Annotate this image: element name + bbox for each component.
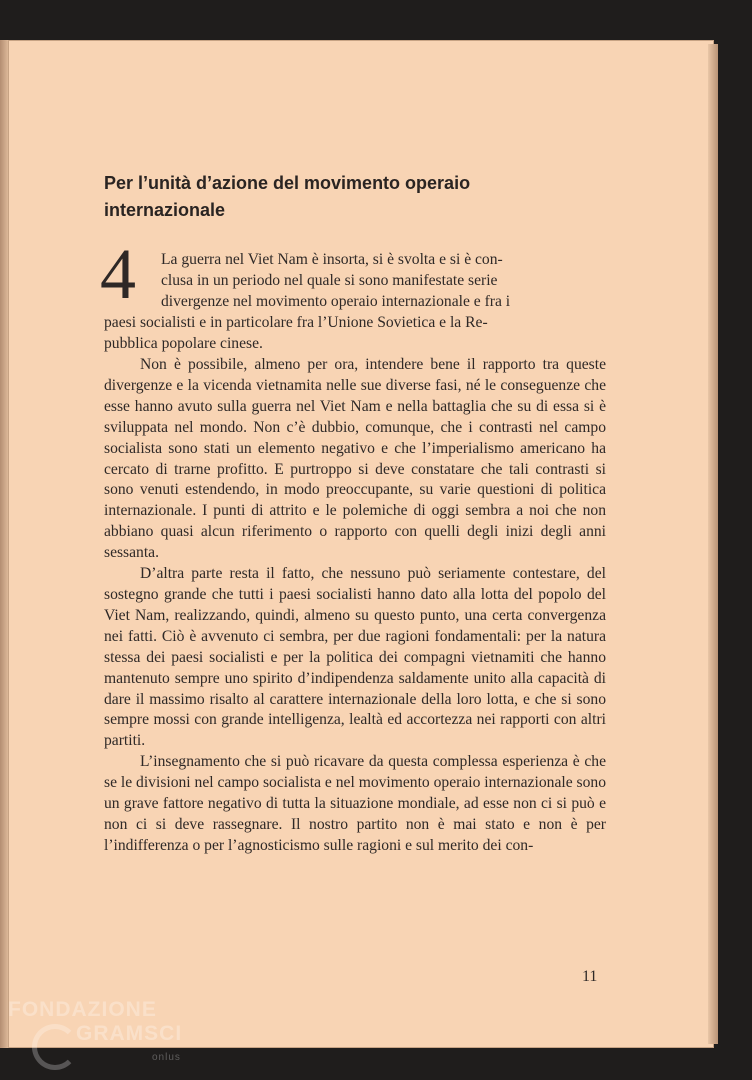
intro-line: La guerra nel Viet Nam è insorta, si è svolta e si è con- (161, 251, 503, 268)
body-paragraph: L’insegnamento che si può ricavare da questa complessa esperienza è che se le divisioni nel campo socialista e nel movimento operaio internazionale sono un grave fattore negativo di tutta la situazione mondiale, ad esse non ci si può e non ci si deve rassegnare. Il nostro partito non è mai stato e non è per l’indifferenza o per l’agnosticismo sulle ragioni e sul merito dei con- (104, 753, 606, 854)
watermark-line-3: onlus (152, 1052, 181, 1063)
fondazione-gramsci-watermark (6, 996, 206, 1080)
body-text (104, 355, 606, 857)
intro-line: divergenze nel movimento operaio internazionale e fra i (161, 292, 511, 310)
intro-line: paesi socialisti e in particolare fra l’Unione Sovietica e la Re- (104, 313, 488, 331)
intro-line: pubblica popolare cinese. (104, 334, 263, 352)
watermark-line-2: GRAMSCI (76, 1022, 183, 1045)
page-right-edge (708, 44, 718, 1044)
body-paragraph: D’altra parte resta il fatto, che nessuno può seriamente contestare, del sostegno grande che tutti i paesi socialisti hanno dato alla lotta del popolo del Viet Nam, realizzando, quindi, almeno su questo punto, una certa convergenza nei fatti. Ciò è avvenuto ci sembra, per due ragioni fondamentali: per la natura stessa dei paesi socialisti e per la politica dei compagni vietnamiti che hanno mantenuto sempre uno spirito d’indipendenza saldamente unito alla capacità di dare il massimo risalto al carattere internazionale della loro lotta, e che si sono sempre mossi con grande intelligenza, lealtà ed accortezza nei rapporti con altri partiti. (104, 565, 606, 750)
body-paragraph: Non è possibile, almeno per ora, intendere bene il rapporto tra queste divergenze e la vicenda vietnamita nelle sue diverse fasi, né le conseguenze che esse hanno avuto sulla guerra nel Viet Nam e nella battaglia che su di essa si è sviluppata nel mondo. Non c’è dubbio, comunque, che i contrasti nel campo socialista sono stati un elemento negativo e che l’imperialismo americano ha cercato di trarne profitto. E purtroppo si deve constatare che tali contrasti si sono venuti estendendo, in modo preoccupante, su varie questioni di politica internazionale. I punti di attrito e le polemiche di oggi sembra a noi che non abbiano quasi alcun riferimento o rapporto con quelli degli inizi degli anni sessanta. (104, 356, 606, 562)
drop-cap-number: 4 (100, 234, 136, 314)
intro-line: clusa in un periodo nel quale si sono manifestate serie (161, 271, 498, 289)
intro-paragraph (104, 250, 606, 355)
page-number: 11 (582, 968, 598, 985)
watermark-logo-icon (32, 1024, 78, 1070)
chapter-heading: Per l’unità d’azione del movimento operaio internazionale (104, 173, 471, 220)
watermark-line-1: FONDAZIONE (8, 998, 157, 1021)
